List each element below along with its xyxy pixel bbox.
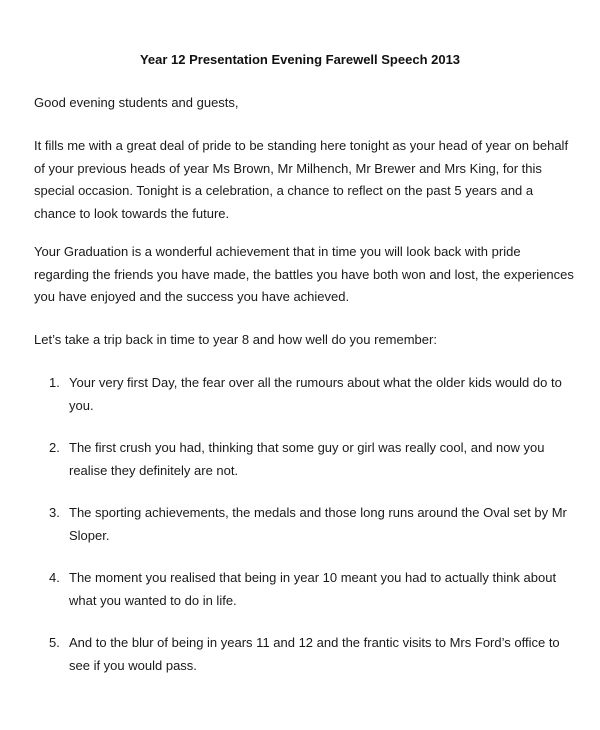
list-item-text: Your very first Day, the fear over all the rumours about what the older kids would do to you. xyxy=(69,375,562,413)
list-item xyxy=(49,632,569,677)
paragraph-trip-back: Let’s take a trip back in time to year 8 and how well do you remember: xyxy=(34,332,437,347)
list-item xyxy=(49,372,569,417)
list-item-text: The moment you realised that being in year 10 meant you had to actually think about what you wanted to do in life. xyxy=(69,570,557,608)
list-item-text: The first crush you had, thinking that some guy or girl was really cool, and now you realise they definitely are not. xyxy=(69,440,545,478)
list-item-text: The sporting achievements, the medals and those long runs around the Oval set by Mr Sloper. xyxy=(69,505,567,543)
list-item-number: 3. xyxy=(49,505,60,520)
paragraph-graduation: Your Graduation is a wonderful achievement that in time you will look back with pride regarding the friends you have made, the battles you have both won and lost, the experiences you have enjoyed and the success you have achieved. xyxy=(34,244,574,304)
list-item-text: And to the blur of being in years 11 and 12 and the frantic visits to Mrs Ford’s office to see if you would pass. xyxy=(69,635,560,673)
list-item-number: 4. xyxy=(49,570,60,585)
list-item-number: 1. xyxy=(49,375,60,390)
paragraph-intro: It fills me with a great deal of pride to be standing here tonight as your head of year on behalf of your previous heads of year Ms Brown, Mr Milhench, Mr Brewer and Mrs King, for this special occasion. Tonight is a celebration, a chance to reflect on the past 5 years and a chance to look towards the future. xyxy=(34,138,569,221)
list-item xyxy=(49,567,569,612)
list-item-number: 5. xyxy=(49,635,60,650)
greeting: Good evening students and guests, xyxy=(34,95,239,110)
list-item xyxy=(49,502,569,547)
list-item-number: 2. xyxy=(49,440,60,455)
document-title: Year 12 Presentation Evening Farewell Speech 2013 xyxy=(139,52,461,67)
list-item xyxy=(49,437,569,482)
